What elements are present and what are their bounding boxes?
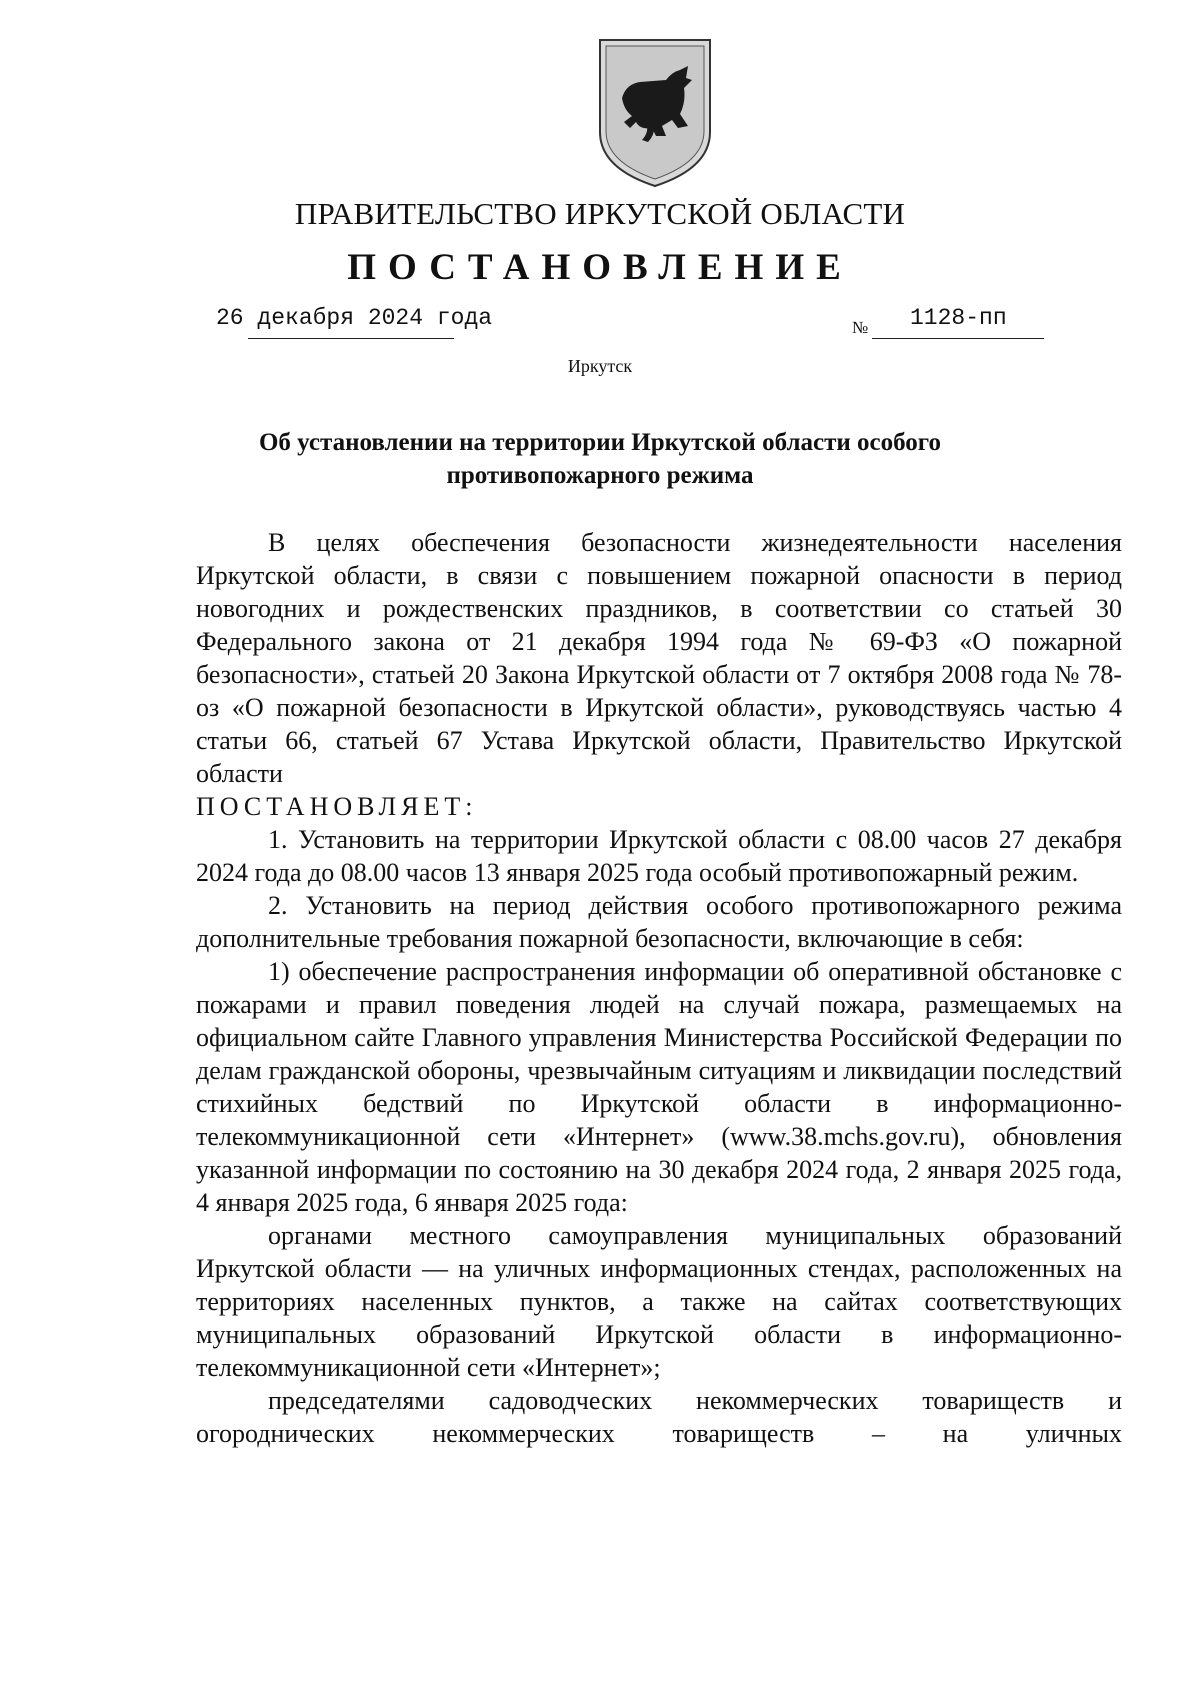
document-title-line-2: противопожарного режима bbox=[446, 462, 754, 489]
item-2-paragraph: 2. Установить на период действия особого противопожарного режима дополнительные требования пожарной безопасности, включающие в себя: bbox=[196, 891, 1122, 953]
number-sign: № bbox=[852, 318, 869, 337]
subitem-1b-paragraph: председателями садоводческих некоммерческих товариществ и огороднических некоммерческих товариществ – на уличных bbox=[196, 1386, 1122, 1448]
document-date: 26 декабря 2024 года bbox=[216, 305, 493, 331]
document-number: 1128-пп bbox=[910, 305, 1007, 331]
document-type-heading: ПОСТАНОВЛЕНИЕ bbox=[347, 247, 853, 288]
decree-word: ПОСТАНОВЛЯЕТ: bbox=[196, 792, 478, 821]
subitem-1a-paragraph: органами местного самоуправления муниципальных образований Иркутской области — на уличных информационных стендах, расположенных на территориях населенных пунктов, а также на сайтах соответствующих муниципальных образований Иркутской области в информационно-телекоммуникационной сети «Интернет»; bbox=[196, 1221, 1122, 1382]
document-title bbox=[160, 426, 1040, 492]
preamble-paragraph: В целях обеспечения безопасности жизнедеятельности населения Иркутской области, в связи с повышением пожарной опасности в период новогодних и рождественских праздников, в соответствии со статьей 30 Федерального закона от 21 декабря 1994 года № 69-ФЗ «О пожарной безопасности», статьей 20 Закона Иркутской области от 7 октября 2008 года № 78-оз «О пожарной безопасности в Иркутской области», руководствуясь частью 4 статьи 66, статьей 67 Устава Иркутской области, Правительство Иркутской области bbox=[196, 528, 1122, 788]
date-underline bbox=[248, 338, 454, 339]
city-name: Иркутск bbox=[567, 356, 633, 376]
subitem-1-paragraph: 1) обеспечение распространения информации об оперативной обстановке с пожарами и правил поведения людей на случай пожара, размещаемых на официальном сайте Главного управления Министерства Российской Федерации по делам гражданской обороны, чрезвычайным ситуациям и ликвидации последствий стихийных бедствий по Иркутской области в информационно-телекоммуникационной сети «Интернет» (www.38.mchs.gov.ru), обновления указанной информации по состоянию на 30 декабря 2024 года, 2 января 2025 года, 4 января 2025 года, 6 января 2025 года: bbox=[196, 957, 1122, 1217]
organization-name: ПРАВИТЕЛЬСТВО ИРКУТСКОЙ ОБЛАСТИ bbox=[294, 196, 906, 231]
item-1-paragraph: 1. Установить на территории Иркутской области с 08.00 часов 27 декабря 2024 года до 08.00 часов 13 января 2025 года особый противопожарный режим. bbox=[196, 825, 1122, 887]
coat-of-arms-emblem bbox=[596, 36, 714, 188]
document-title-line-1: Об установлении на территории Иркутской области особого bbox=[258, 429, 942, 456]
number-underline bbox=[872, 338, 1044, 339]
document-body bbox=[196, 526, 1122, 1450]
